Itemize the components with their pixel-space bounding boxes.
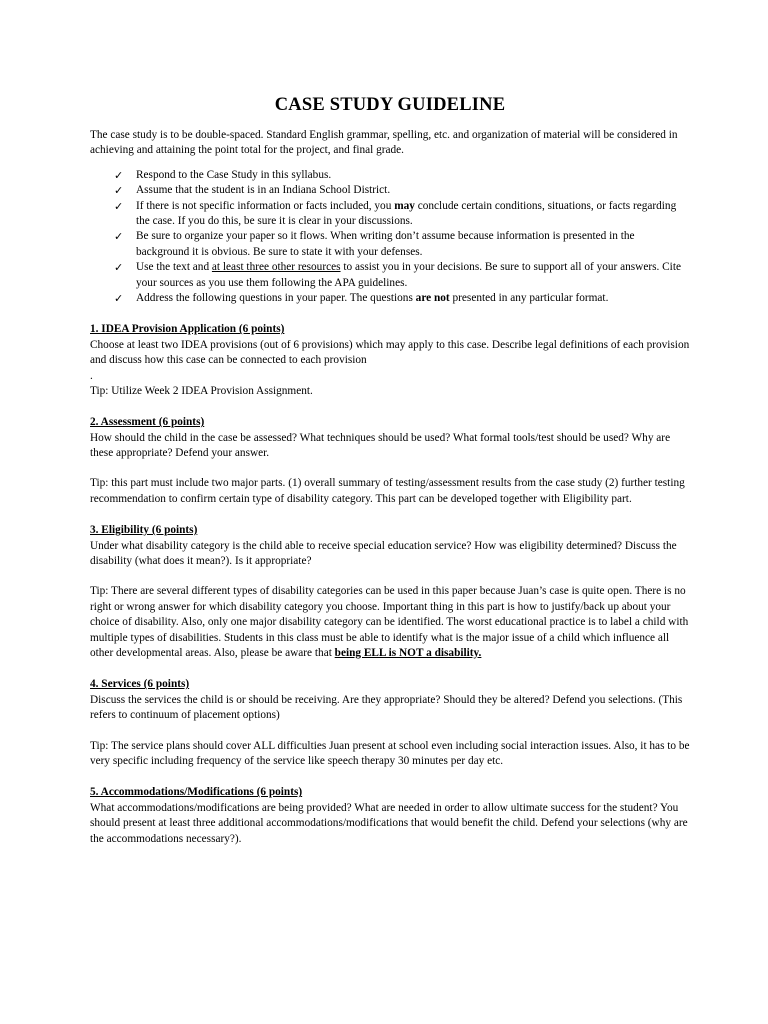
emphasis-text: are not: [415, 292, 450, 305]
section-body: Choose at least two IDEA provisions (out of 6 provisions) which may apply to this case. Describe legal definitions of each provision and discuss how this case can be connected to each provision: [90, 338, 690, 367]
section-tip: Tip: this part must include two major parts. (1) overall summary of testing/assessment results from the case study (2) further testing recommendation to confirm certain type of disability category. This part can be developed together with Eligibility part.: [90, 477, 685, 505]
checklist-item-text: Address the following questions in your paper. The questions: [136, 292, 416, 305]
checklist-item: [114, 291, 690, 306]
checkmark-icon: ✓: [114, 168, 124, 182]
stray-period: .: [90, 369, 93, 382]
checklist-item: [114, 168, 690, 183]
section-heading: 4. Services (6 points): [90, 678, 190, 691]
section-body: Under what disability category is the child able to receive special education service? How was eligibility determined? Discuss the disability (what does it mean?). Is it appropriate?: [90, 539, 677, 567]
checklist-item: [114, 260, 690, 291]
section-heading: 5. Accommodations/Modifications (6 points): [90, 786, 303, 799]
checklist-item: [114, 183, 690, 198]
section-heading: 3. Eligibility (6 points): [90, 524, 198, 537]
section-assessment: [90, 415, 690, 507]
checklist-item-text: Respond to the Case Study in this syllabus.: [136, 168, 332, 181]
checkmark-icon: ✓: [114, 230, 124, 244]
checklist-item-text: If there is not specific information or facts included, you: [136, 199, 395, 212]
checkmark-icon: ✓: [114, 199, 124, 213]
section-services: [90, 677, 690, 769]
checkmark-icon: ✓: [114, 261, 124, 275]
section-body: What accommodations/modifications are being provided? What are needed in order to allow ultimate success for the student? You should present at least three additional accommodations/modifications that would benefit the child. Defend your selections (why are the accommodations necessary?).: [90, 801, 688, 845]
section-body: Discuss the services the child is or should be receiving. Are they appropriate? Should they be altered? Defend you selections. (This refers to continuum of placement options): [90, 693, 683, 722]
checklist-item-text: Use the text and: [136, 261, 212, 274]
checklist-item-text: conclude certain conditions, situations, or facts regarding the case. If you do this, be sure it is clear in your discussions.: [136, 199, 677, 228]
emphasis-text: being ELL is NOT a disability.: [334, 646, 482, 659]
checklist-item-text: Be sure to organize your paper so it flows. When writing don’t assume because information is presented in the background it is obvious. Be sure to state it with your defenses.: [136, 230, 635, 258]
checklist-item: [114, 199, 690, 230]
section-tip: Tip: Utilize Week 2 IDEA Provision Assignment.: [90, 384, 313, 397]
section-heading: 2. Assessment (6 points): [90, 416, 205, 429]
section-eligibility: [90, 523, 690, 661]
underlined-text: at least three other resources: [211, 261, 341, 274]
checklist-item-text: presented in any particular format.: [449, 292, 609, 305]
section-tip: [90, 584, 690, 661]
checklist: [90, 168, 690, 307]
section-idea-provision: [90, 322, 690, 399]
section-accommodations: [90, 785, 690, 847]
checkmark-icon: ✓: [114, 292, 124, 306]
section-tip: Tip: The service plans should cover ALL difficulties Juan present at school even including social interaction issues. Also, it has to be very specific including frequency of the service like speech therapy 30 minutes per day etc.: [90, 739, 690, 767]
checklist-item-text: to assist you in your decisions. Be sure to support all of your answers. Cite your sources as you use them following the APA guidelines.: [136, 261, 681, 289]
emphasis-text: may: [394, 199, 415, 212]
checklist-item: [114, 229, 690, 260]
checklist-item-text: Assume that the student is in an Indiana School District.: [136, 184, 391, 197]
intro-paragraph: The case study is to be double-spaced. Standard English grammar, spelling, etc. and organization of material will be considered in achieving and attaining the point total for the project, and final grade.: [90, 129, 678, 157]
section-body: How should the child in the case be assessed? What techniques should be used? What formal tools/test should be used? Why are these appropriate? Defend your answer.: [90, 431, 671, 459]
checkmark-icon: ✓: [114, 184, 124, 198]
page-title: CASE STUDY GUIDELINE: [274, 95, 506, 115]
section-tip-text: Tip: There are several different types of disability categories can be used in this paper because Juan’s case is quite open. There is no right or wrong answer for which disability category you choose. Important thing in this part is how to justify/back up about your choice of disability. Also, only one major disability category can be identified. The worst educational practice is to label a child with multiple types of disabilities. Students in this class must be able to identify what is the major issue of a child which influence all other developmental areas. Also, please be aware that: [90, 585, 689, 659]
section-heading: 1. IDEA Provision Application (6 points): [90, 323, 285, 336]
